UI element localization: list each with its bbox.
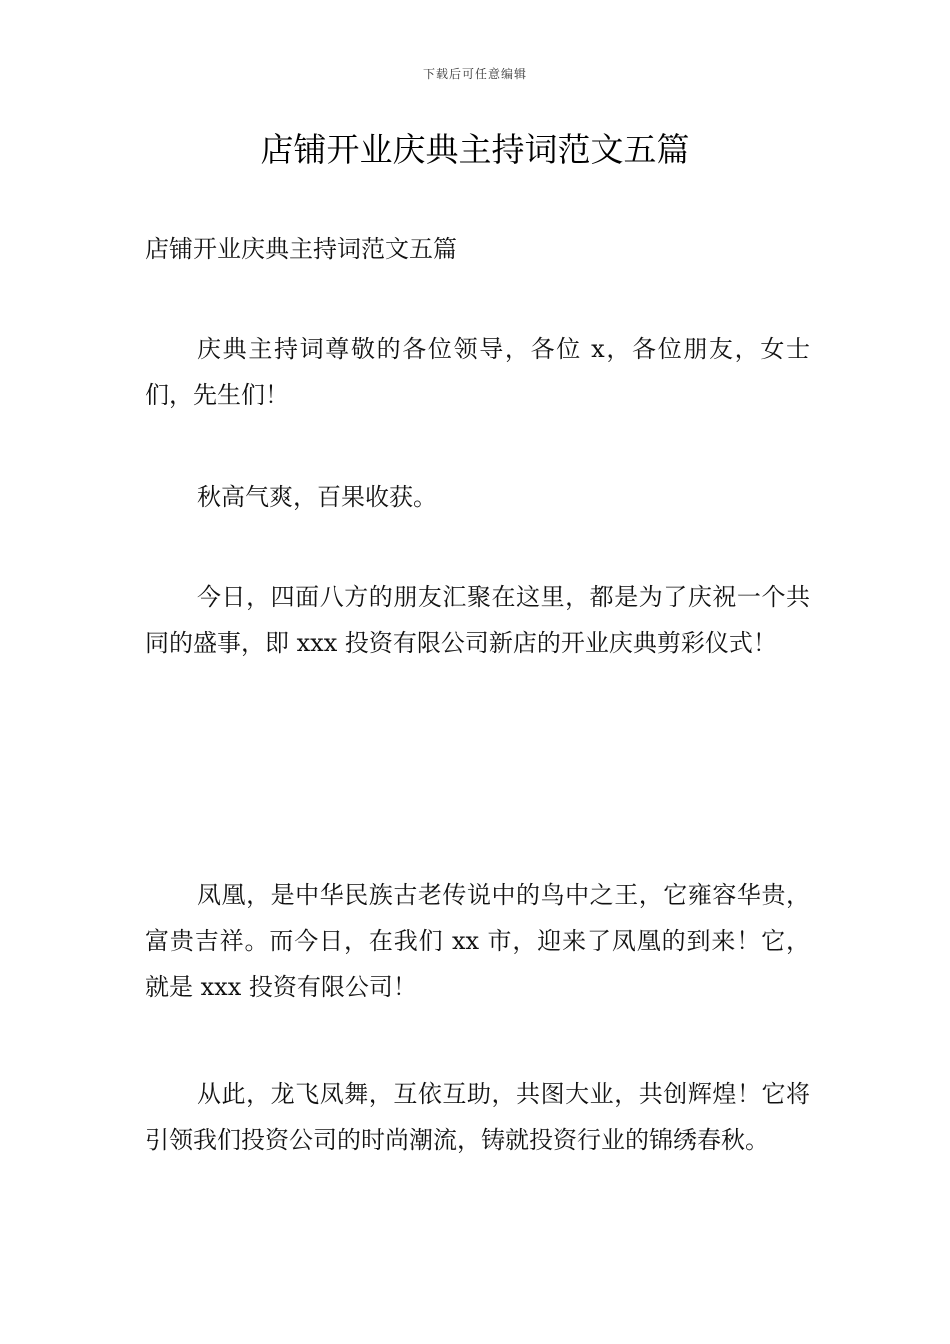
header-note: 下载后可任意编辑 xyxy=(422,67,527,81)
document-title: 店铺开业庆典主持词范文五篇 xyxy=(260,130,690,169)
paragraph-greeting: 庆典主持词尊敬的各位领导，各位 x，各位朋友，女士们，先生们！ xyxy=(145,335,810,409)
paragraph-future: 从此，龙飞凤舞，互依互助，共图大业，共创辉煌！它将引领我们投资公司的时尚潮流，铸就投资行业的锦绣春秋。 xyxy=(145,1080,810,1154)
document-subtitle: 店铺开业庆典主持词范文五篇 xyxy=(145,235,457,263)
paragraph-season: 秋高气爽，百果收获。 xyxy=(197,483,437,511)
paragraph-phoenix: 凤凰，是中华民族古老传说中的鸟中之王，它雍容华贵，富贵吉祥。而今日，在我们 xx 市，迎来了凤凰的到来！它，就是 xxx 投资有限公司！ xyxy=(145,881,810,1001)
paragraph-occasion: 今日，四面八方的朋友汇聚在这里，都是为了庆祝一个共同的盛事，即 xxx 投资有限公司新店的开业庆典剪彩仪式！ xyxy=(145,583,810,657)
